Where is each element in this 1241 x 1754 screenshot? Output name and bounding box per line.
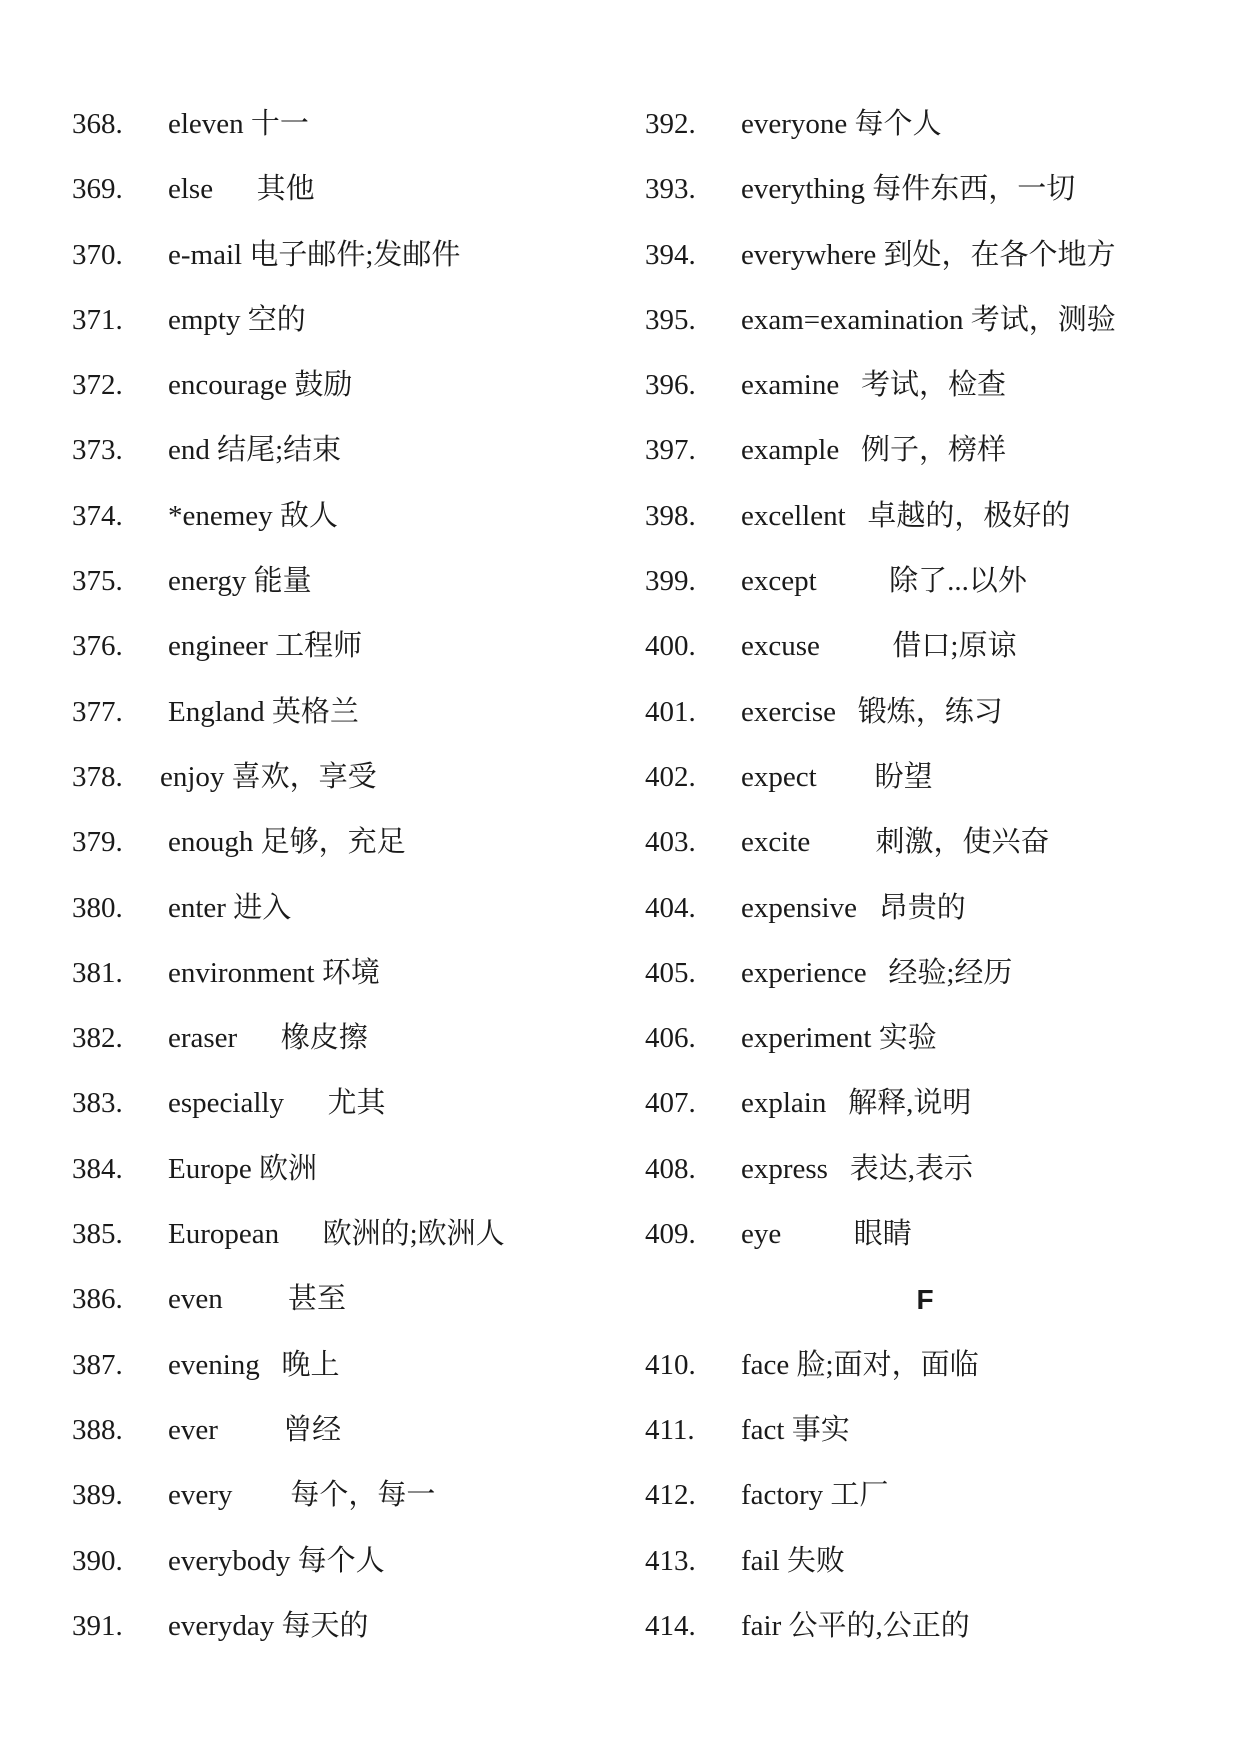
vocab-entry [72, 810, 632, 875]
entry-number: 394. [645, 238, 696, 271]
section-heading [645, 1267, 1205, 1332]
entry-text: encourage 鼓励 [168, 369, 353, 402]
entry-number: 396. [645, 369, 696, 402]
entry-text: especially 尤其 [168, 1087, 386, 1120]
entry-text: exercise 锻炼，练习 [741, 695, 1003, 728]
entry-number: 402. [645, 760, 696, 793]
entry-number: 400. [645, 630, 696, 663]
entry-text: everyday 每天的 [168, 1609, 369, 1642]
entry-text: European 欧洲的;欧洲人 [168, 1218, 505, 1251]
entry-text: everywhere 到处，在各个地方 [741, 238, 1116, 271]
entry-number: 378. [72, 760, 123, 793]
vocab-entry [645, 745, 1205, 810]
entry-text: expensive 昂贵的 [741, 891, 966, 924]
vocab-entry [72, 1267, 632, 1332]
entry-number: 407. [645, 1087, 696, 1120]
entry-text: examine 考试，检查 [741, 369, 1006, 402]
vocab-entry [645, 484, 1205, 549]
entry-number: 411. [645, 1413, 695, 1446]
entry-text: excite 刺激，使兴奋 [741, 826, 1050, 859]
entry-number: 395. [645, 303, 696, 336]
entry-text: enough 足够，充足 [168, 826, 406, 859]
entry-text: Europe 欧洲 [168, 1152, 317, 1185]
entry-text: environment 环境 [168, 956, 380, 989]
entry-number: 397. [645, 434, 696, 467]
entry-text: else 其他 [168, 173, 315, 206]
entry-number: 393. [645, 173, 696, 206]
vocab-entry [645, 614, 1205, 679]
entry-number: 381. [72, 956, 123, 989]
entry-text: everything 每件东西，一切 [741, 173, 1076, 206]
entry-text: e-mail 电子邮件;发邮件 [168, 238, 461, 271]
entry-number: 410. [645, 1348, 696, 1381]
entry-text: enter 进入 [168, 891, 292, 924]
vocab-entry [72, 1463, 632, 1528]
entry-text: eraser 橡皮擦 [168, 1022, 368, 1055]
entry-text: eleven 十一 [168, 108, 309, 140]
vocab-entry [645, 92, 1205, 157]
vocab-entry [72, 157, 632, 222]
vocab-entry [645, 1594, 1205, 1659]
entry-text: excuse 借口;原谅 [741, 630, 1017, 663]
entry-number: 382. [72, 1022, 123, 1055]
vocab-entry [645, 1463, 1205, 1528]
entry-number: 401. [645, 695, 696, 728]
entry-number: 390. [72, 1544, 123, 1577]
entry-number: 387. [72, 1348, 123, 1381]
left-column [72, 92, 632, 1659]
entry-number: 371. [72, 303, 123, 336]
vocab-entry [72, 745, 632, 810]
entry-text: fail 失败 [741, 1544, 845, 1577]
vocab-entry [72, 223, 632, 288]
vocab-entry [645, 1333, 1205, 1398]
entry-text: fair 公平的,公正的 [741, 1609, 970, 1642]
vocab-entry [645, 1137, 1205, 1202]
vocab-entry [72, 549, 632, 614]
entry-number: 384. [72, 1152, 123, 1185]
vocab-entry [645, 1006, 1205, 1071]
vocab-entry [72, 1594, 632, 1659]
entry-text: factory 工厂 [741, 1479, 889, 1512]
entry-number: 404. [645, 891, 696, 924]
entry-number: 372. [72, 369, 123, 402]
entry-text: enjoy 喜欢，享受 [160, 760, 377, 793]
entry-text: exam=examination 考试，测验 [741, 303, 1116, 336]
entry-text: expect 盼望 [741, 760, 933, 793]
entry-text: express 表达,表示 [741, 1152, 973, 1185]
entry-number: 413. [645, 1544, 696, 1577]
entry-text: end 结尾;结束 [168, 434, 342, 467]
vocab-entry [645, 223, 1205, 288]
vocab-entry [645, 1529, 1205, 1594]
entry-text: England 英格兰 [168, 695, 359, 728]
entry-number: 373. [72, 434, 123, 467]
section-letter: F [916, 1284, 934, 1316]
entry-text: fact 事实 [741, 1413, 850, 1446]
entry-number: 391. [72, 1609, 123, 1642]
entry-number: 374. [72, 499, 123, 532]
entry-number: 383. [72, 1087, 123, 1120]
vocab-entry [645, 810, 1205, 875]
vocab-entry [72, 1137, 632, 1202]
entry-text: face 脸;面对，面临 [741, 1348, 979, 1381]
entry-number: 403. [645, 826, 696, 859]
entry-number: 414. [645, 1609, 696, 1642]
entry-text: empty 空的 [168, 303, 306, 336]
entry-number: 368. [72, 108, 123, 140]
vocab-entry [72, 1006, 632, 1071]
vocab-entry [645, 288, 1205, 353]
entry-number: 399. [645, 565, 696, 598]
entry-number: 377. [72, 695, 123, 728]
entry-number: 369. [72, 173, 123, 206]
entry-text: explain 解释,说明 [741, 1087, 972, 1120]
entry-text: experience 经验;经历 [741, 956, 1013, 989]
vocab-entry [645, 941, 1205, 1006]
vocab-entry [72, 1333, 632, 1398]
vocab-entry [72, 941, 632, 1006]
entry-number: 406. [645, 1022, 696, 1055]
vocab-entry [72, 353, 632, 418]
vocab-entry [645, 418, 1205, 483]
entry-text: example 例子，榜样 [741, 434, 1006, 467]
entry-text: eye 眼睛 [741, 1218, 912, 1251]
entry-number: 398. [645, 499, 696, 532]
entry-text: energy 能量 [168, 565, 312, 598]
entry-text: even 甚至 [168, 1283, 346, 1316]
vocab-entry [72, 680, 632, 745]
vocab-entry [72, 614, 632, 679]
entry-text: *enemey 敌人 [168, 499, 338, 532]
entry-number: 370. [72, 238, 123, 271]
entry-text: everybody 每个人 [168, 1544, 385, 1577]
vocab-entry [72, 1202, 632, 1267]
entry-number: 409. [645, 1218, 696, 1251]
entry-text: excellent 卓越的，极好的 [741, 499, 1071, 532]
vocab-entry [72, 876, 632, 941]
entry-number: 380. [72, 891, 123, 924]
vocab-entry [72, 1071, 632, 1136]
entry-text: engineer 工程师 [168, 630, 363, 663]
entry-text: evening 晚上 [168, 1348, 340, 1381]
entry-number: 375. [72, 565, 123, 598]
entry-number: 408. [645, 1152, 696, 1185]
vocab-entry [645, 1071, 1205, 1136]
entry-number: 386. [72, 1283, 123, 1316]
entry-number: 385. [72, 1218, 123, 1251]
vocab-entry [72, 418, 632, 483]
entry-text: everyone 每个人 [741, 108, 942, 140]
entry-text: every 每个，每一 [168, 1479, 436, 1512]
vocab-entry [645, 549, 1205, 614]
entry-number: 376. [72, 630, 123, 663]
vocab-entry [72, 92, 632, 157]
right-column [645, 92, 1205, 1659]
entry-number: 405. [645, 956, 696, 989]
entry-number: 379. [72, 826, 123, 859]
vocab-entry [72, 1529, 632, 1594]
vocab-entry [72, 484, 632, 549]
vocab-entry [72, 1398, 632, 1463]
vocab-entry [645, 353, 1205, 418]
entry-number: 412. [645, 1479, 696, 1512]
vocab-entry [72, 288, 632, 353]
entry-number: 389. [72, 1479, 123, 1512]
vocab-entry [645, 157, 1205, 222]
vocab-entry [645, 876, 1205, 941]
vocab-entry [645, 680, 1205, 745]
vocab-entry [645, 1398, 1205, 1463]
entry-text: except 除了...以外 [741, 565, 1027, 598]
entry-text: experiment 实验 [741, 1022, 937, 1055]
vocab-entry [645, 1202, 1205, 1267]
entry-number: 388. [72, 1413, 123, 1446]
entry-number: 392. [645, 108, 696, 140]
entry-text: ever 曾经 [168, 1413, 342, 1446]
